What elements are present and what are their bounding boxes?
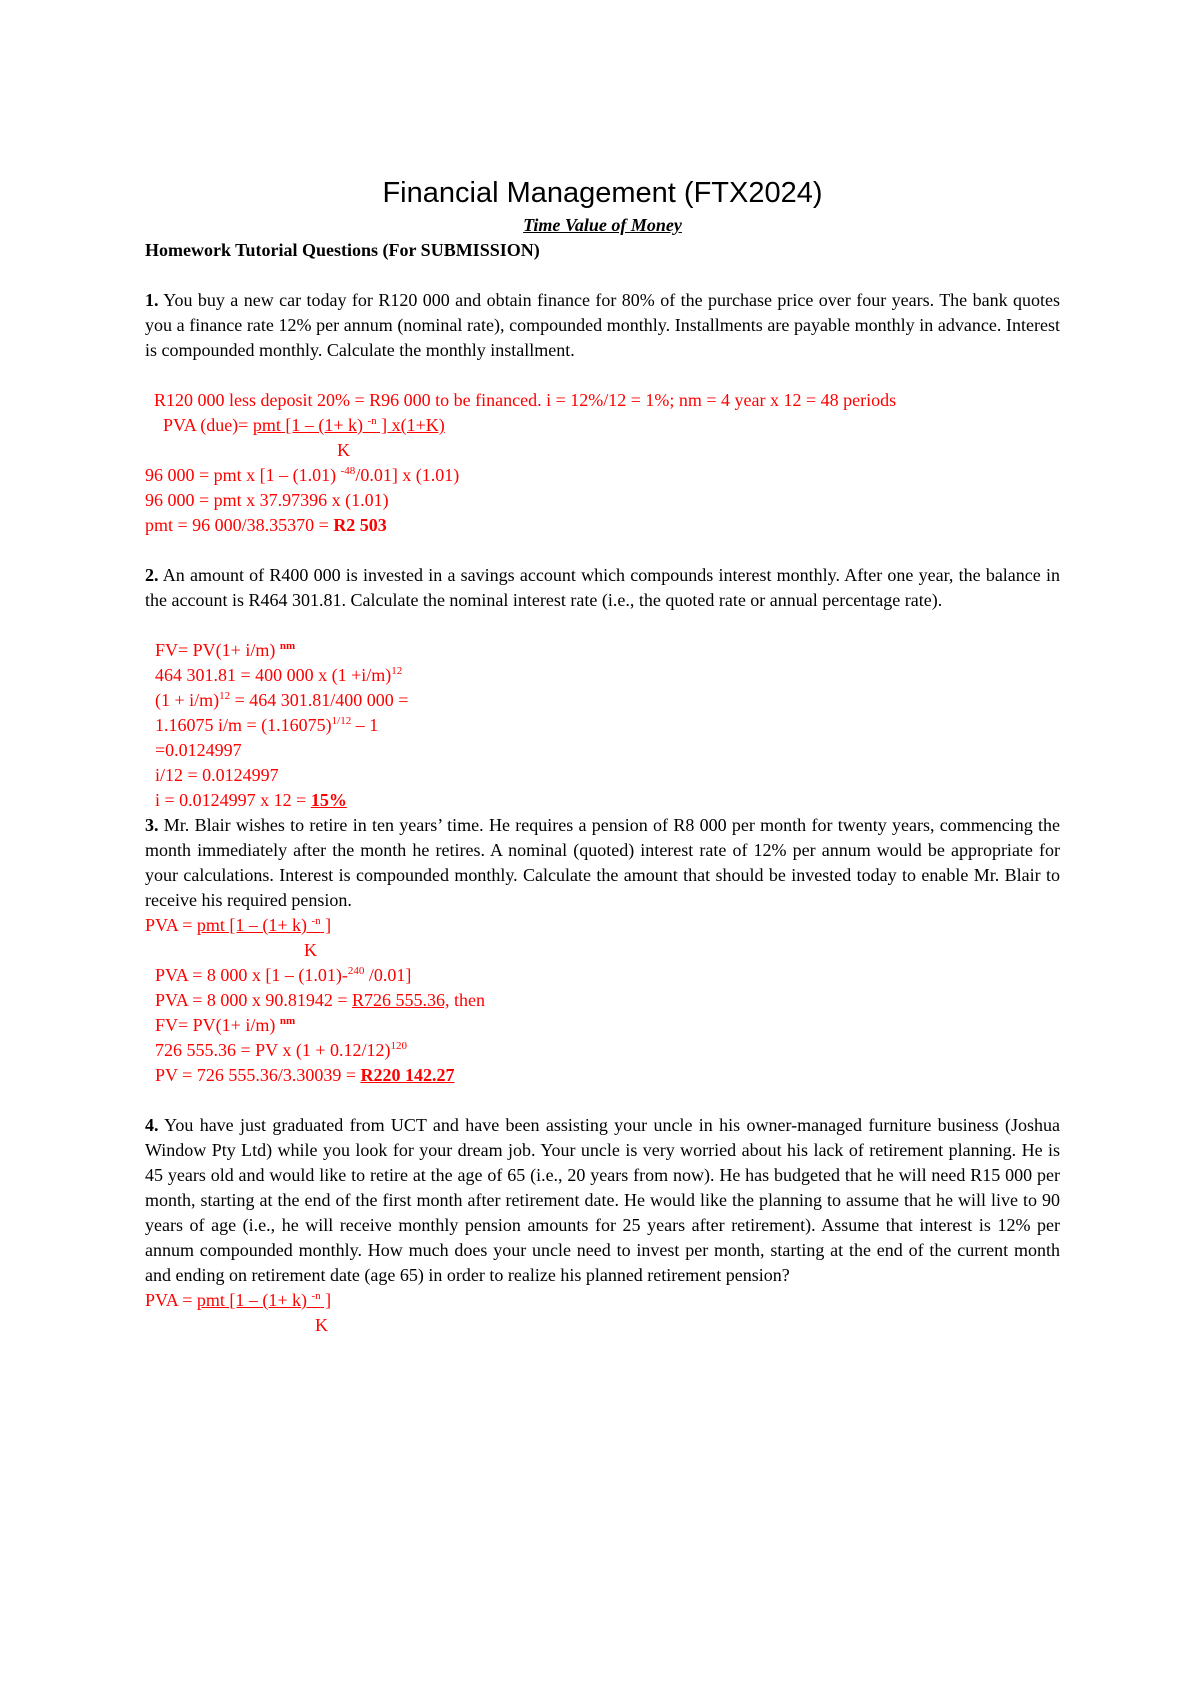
answer-4-formula-part-1: pmt [1 – (1+ k) — [196, 1290, 312, 1310]
answer-2-line-1-text: FV= PV(1+ i/m) — [155, 640, 280, 660]
answer-3-line-4-text: 726 555.36 = PV x (1 + 0.12/12) — [155, 1040, 391, 1060]
answer-1-line-3 — [145, 463, 1060, 488]
answer-3-line-1-b: /0.01] — [364, 965, 412, 985]
document-subtitle: Time Value of Money — [523, 215, 682, 235]
answer-3-line-2 — [145, 988, 1060, 1013]
answer-4-formula-label: PVA = — [145, 1290, 197, 1310]
answer-3-line-1-a: PVA = 8 000 x [1 – (1.01)- — [155, 965, 348, 985]
question-4-number: 4. — [145, 1115, 159, 1135]
answer-1-formula-exponent: -n — [367, 415, 377, 427]
answer-1-line-3-exponent: -48 — [340, 465, 356, 477]
answer-2-result: 15% — [310, 790, 347, 810]
answer-2-line-3-a: (1 + i/m) — [155, 690, 220, 710]
document-page — [145, 175, 1060, 1338]
answer-3-result: R220 142.27 — [360, 1065, 455, 1085]
answer-1-line-3-b: /0.01] x (1.01) — [355, 465, 460, 485]
answer-2-line-4-b: – 1 — [351, 715, 379, 735]
answer-3-formula-part-2: ] — [320, 915, 332, 935]
answer-4-formula-denominator: K — [315, 1315, 328, 1335]
answer-1-line-1-text: R120 000 less deposit 20% = R96 000 to be financed. i = 12%/12 = 1%; nm = 4 year x 12 = 48 periods — [154, 390, 897, 410]
question-2-text: An amount of R400 000 is invested in a savings account which compounds interest monthly. After one year, the balance in the account is R464 301.81. Calculate the nominal interest rate (i.e., the quoted rate or annual percentage rate). — [145, 565, 1060, 610]
answer-1-line-1 — [145, 388, 1060, 413]
answer-1-formula-denominator: K — [337, 440, 350, 460]
question-1-text: You buy a new car today for R120 000 and obtain finance for 80% of the purchase price over four years. The bank quotes you a finance rate 12% per annum (nominal rate), compounded monthly. Installments are payable monthly in advance. Interest is compounded monthly. Calculate the monthly installment. — [145, 290, 1060, 360]
answer-2-line-4 — [145, 713, 1060, 738]
question-3-number: 3. — [145, 815, 159, 835]
answer-3-line-2-text: PVA = 8 000 x 90.81942 = — [155, 990, 352, 1010]
answer-3-line-2-value: R726 555.36, — [352, 990, 450, 1010]
question-3-text: Mr. Blair wishes to retire in ten years’ time. He requires a pension of R8 000 per month for twenty years, commencing the month immediately after the month he retires. A nominal (quoted) interest rate of 12% per annum would be appropriate for your calculations. Interest is compounded monthly. Calculate the amount that should be invested today to enable Mr. Blair to receive his required pension. — [145, 815, 1061, 910]
answer-2-line-1 — [145, 638, 1060, 663]
answer-1-result: R2 503 — [333, 515, 387, 535]
answer-3-line-4-exponent: 120 — [390, 1040, 407, 1052]
answer-3-formula-part-1: pmt [1 – (1+ k) — [196, 915, 312, 935]
answer-3-line-1-exponent: 240 — [347, 965, 365, 977]
answer-4-formula-part-2: ] — [320, 1290, 332, 1310]
answer-3-line-5 — [145, 1063, 1060, 1088]
question-1-number: 1. — [145, 290, 159, 310]
answer-3-line-5-text: PV = 726 555.36/3.30039 = — [155, 1065, 361, 1085]
answer-3-formula-label: PVA = — [145, 915, 197, 935]
answer-2-line-7-text: i = 0.0124997 x 12 = — [155, 790, 311, 810]
answer-3-formula — [145, 913, 1060, 938]
answer-2-line-3 — [145, 688, 1060, 713]
answer-3-formula-numerator — [197, 915, 331, 935]
answer-2-line-3-b: = 464 301.81/400 000 = — [230, 690, 409, 710]
answer-3-line-1 — [145, 963, 1060, 988]
answer-4-formula-exponent: -n — [311, 1290, 321, 1302]
answer-4-formula — [145, 1288, 1060, 1313]
answer-3-formula-denominator: K — [304, 940, 317, 960]
answer-3-line-3-text: FV= PV(1+ i/m) — [155, 1015, 280, 1035]
question-2 — [145, 563, 1060, 613]
question-4-text: You have just graduated from UCT and have been assisting your uncle in his owner-managed furniture business (Joshua Window Pty Ltd) while you look for your dream job. Your uncle is very worried about his lack of retirement planning. He is 45 years old and would like to retire at the age of 65 (i.e., 20 years from now). He has budgeted that he will need R15 000 per month, starting at the end of the first month after retirement date. He would like the planning to assume that he will live to 90 years of age (i.e., he will receive monthly pension amounts for 25 years after retirement). Assume that interest is 12% per annum compounded monthly. How much does your uncle need to invest per month, starting at the end of the current month and ending on retirement date (age 65) in order to realize his planned retirement pension? — [145, 1115, 1060, 1285]
question-3 — [145, 813, 1060, 913]
answer-2-line-5: =0.0124997 — [155, 740, 242, 760]
answer-1-line-4: 96 000 = pmt x 37.97396 x (1.01) — [145, 490, 389, 510]
answer-2-line-3-exponent: 12 — [219, 690, 231, 702]
answer-3-formula-exponent: -n — [311, 915, 321, 927]
answer-3-line-3 — [145, 1013, 1060, 1038]
answer-1-formula-numerator — [253, 415, 445, 435]
answer-3-line-3-exponent: nm — [279, 1015, 296, 1027]
answer-2-line-2-text: 464 301.81 = 400 000 x (1 +i/m) — [155, 665, 392, 685]
document-title: Financial Management (FTX2024) — [382, 177, 823, 209]
answer-2-line-1-exponent: nm — [279, 640, 296, 652]
answer-1-line-5-text: pmt = 96 000/38.35370 = — [145, 515, 334, 535]
answer-1-formula-part-2: ] x(1+K) — [376, 415, 445, 435]
answer-1-formula — [145, 413, 1060, 438]
answer-2-line-2-exponent: 12 — [391, 665, 403, 677]
section-heading: Homework Tutorial Questions (For SUBMISSION) — [145, 240, 540, 260]
question-4 — [145, 1113, 1060, 1288]
answer-1-line-5 — [145, 513, 1060, 538]
answer-2-line-4-exponent: 1/12 — [331, 715, 352, 727]
answer-3-line-4 — [145, 1038, 1060, 1063]
question-1 — [145, 288, 1060, 363]
answer-2-line-2 — [145, 663, 1060, 688]
answer-2-line-7 — [145, 788, 1060, 813]
question-2-number: 2. — [145, 565, 159, 585]
answer-1-line-3-a: 96 000 = pmt x [1 – (1.01) — [145, 465, 341, 485]
answer-3-line-2-suffix: then — [449, 990, 486, 1010]
answer-2-line-6: i/12 = 0.0124997 — [155, 765, 279, 785]
answer-1-formula-part-1: pmt [1 – (1+ k) — [252, 415, 368, 435]
answer-1-formula-label: PVA (due)= — [163, 415, 253, 435]
answer-2-line-4-a: 1.16075 i/m = (1.16075) — [155, 715, 332, 735]
answer-4-formula-numerator — [197, 1290, 331, 1310]
